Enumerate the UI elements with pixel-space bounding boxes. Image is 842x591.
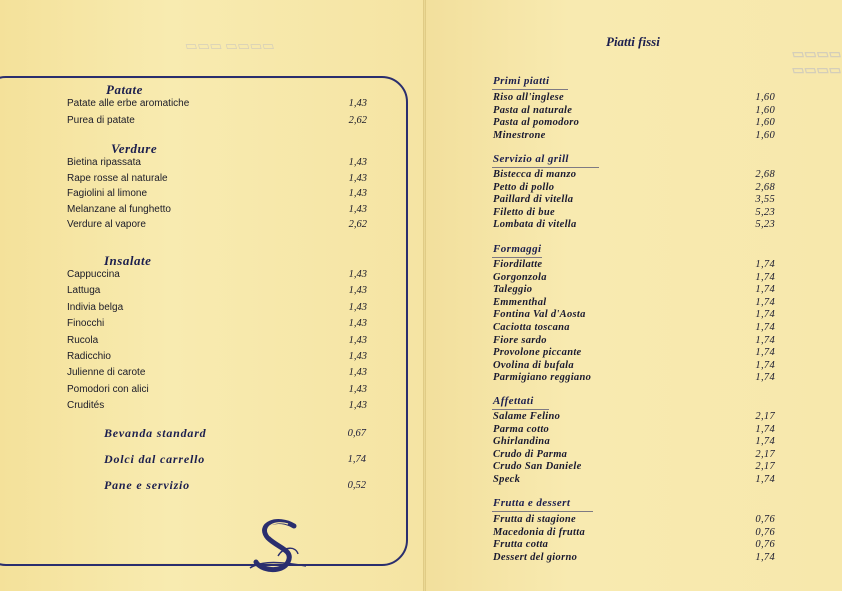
section-heading: Affettati <box>493 395 534 407</box>
menu-item <box>67 285 367 301</box>
menu-item-price: 0,76 <box>755 539 775 551</box>
menu-item-name: Petto di pollo <box>493 181 555 193</box>
menu-item-name: Filetto di bue <box>493 206 555 218</box>
menu-item <box>493 194 775 207</box>
menu-item <box>493 297 775 310</box>
menu-item-price: 5,23 <box>755 219 775 231</box>
menu-item-name: Purea di patate <box>67 114 135 126</box>
menu-item-name: Riso all'inglese <box>493 92 565 103</box>
menu-item-name: Provolone piccante <box>493 347 582 359</box>
menu-item <box>493 284 775 297</box>
menu-item <box>493 130 775 143</box>
menu-item-price: 1,43 <box>348 203 367 215</box>
menu-item <box>493 272 775 285</box>
menu-item-name: Pasta al pomodoro <box>493 117 580 129</box>
menu-item-price: 1,60 <box>755 129 775 141</box>
menu-item-name: Crudités <box>67 400 105 412</box>
menu-item <box>67 204 367 220</box>
section-heading: Formaggi <box>493 243 542 255</box>
menu-item <box>493 474 775 487</box>
menu-item <box>493 461 775 474</box>
menu-item-name: Crudo di Parma <box>493 448 568 460</box>
menu-item <box>67 188 367 204</box>
menu-item <box>67 367 367 383</box>
section-heading: Insalate <box>104 253 152 268</box>
menu-item-name: Salame Felino <box>493 411 561 422</box>
menu-item-price: 1,43 <box>348 367 367 379</box>
menu-item <box>493 360 775 373</box>
menu-item-name: Pasta al naturale <box>493 104 573 116</box>
menu-item-price: 2,17 <box>755 461 775 473</box>
menu-item-price: 2,68 <box>755 169 775 180</box>
menu-item <box>493 552 775 565</box>
menu-item <box>493 527 775 540</box>
menu-item <box>493 182 775 195</box>
menu-item-price: 1,43 <box>348 285 367 297</box>
section-heading: Primi piatti <box>493 75 550 87</box>
menu-item <box>493 322 775 335</box>
menu-item-name: Caciotta toscana <box>493 322 570 333</box>
special-item <box>104 478 366 496</box>
menu-item-name: Lattuga <box>67 285 101 297</box>
menu-item-price: 2,17 <box>755 411 775 422</box>
menu-item-price: 1,43 <box>348 188 367 200</box>
menu-item-name: Emmenthal <box>493 296 547 308</box>
section-heading: Verdure <box>111 141 158 156</box>
special-item-price: 1,74 <box>347 454 366 465</box>
menu-item-name: Finocchi <box>67 318 105 330</box>
menu-item-name: Paillard di vitella <box>493 194 574 206</box>
menu-item <box>493 259 775 272</box>
special-item <box>104 452 366 470</box>
menu-item-name: Parmigiano reggiano <box>493 372 592 384</box>
section-underline <box>492 167 599 168</box>
special-item <box>104 426 366 444</box>
menu-item <box>67 400 367 416</box>
menu-item-name: Julienne di carote <box>67 367 146 379</box>
menu-item-price: 2,68 <box>755 181 775 193</box>
menu-item <box>493 92 775 105</box>
menu-item-price: 1,43 <box>348 269 367 280</box>
menu-item-name: Lombata di vitella <box>493 219 577 231</box>
special-item-name: Dolci dal carrello <box>104 452 206 466</box>
menu-item-name: Taleggio <box>493 284 533 296</box>
section-heading: Servizio al grill <box>493 153 569 165</box>
menu-item <box>493 309 775 322</box>
menu-item <box>493 411 775 424</box>
page-fold <box>423 0 426 591</box>
menu-item-price: 1,60 <box>755 117 775 129</box>
menu-item-name: Fiore sardo <box>493 334 547 346</box>
menu-item-price: 1,60 <box>755 104 775 116</box>
menu-item-name: Minestrone <box>493 129 546 141</box>
menu-item <box>493 207 775 220</box>
menu-item-price: 2,62 <box>348 114 367 126</box>
menu-item-price: 1,74 <box>755 474 775 485</box>
menu-item-name: Bietina ripassata <box>67 157 141 168</box>
menu-item <box>67 98 367 114</box>
menu-item-price: 2,17 <box>755 448 775 460</box>
menu-item-price: 5,23 <box>755 206 775 218</box>
menu-item-price: 1,74 <box>755 334 775 346</box>
menu-item <box>67 219 367 235</box>
menu-item-price: 1,43 <box>348 400 367 412</box>
menu-item <box>493 514 775 527</box>
menu-item-price: 1,74 <box>755 309 775 321</box>
menu-item-price: 2,62 <box>348 219 367 231</box>
menu-item <box>493 169 775 182</box>
menu-item-price: 0,76 <box>755 526 775 538</box>
menu-item-price: 1,43 <box>348 98 367 109</box>
menu-item-name: Pomodori con alici <box>67 383 149 395</box>
menu-item <box>493 335 775 348</box>
menu-item-price: 3,55 <box>755 194 775 206</box>
menu-item-price: 1,74 <box>755 359 775 371</box>
menu-item-price: 1,43 <box>348 351 367 362</box>
menu-item-name: Patate alle erbe aromatiche <box>67 98 190 109</box>
section-heading: Frutta e dessert <box>493 497 571 509</box>
menu-item <box>67 115 367 131</box>
menu-item <box>67 173 367 189</box>
menu-item <box>67 318 367 334</box>
menu-item-price: 1,43 <box>348 172 367 184</box>
special-item-name: Pane e servizio <box>104 478 190 492</box>
menu-item-price: 1,43 <box>348 157 367 168</box>
menu-item-price: 1,74 <box>755 296 775 308</box>
menu-item-name: Ovolina di bufala <box>493 359 574 371</box>
menu-item-price: 1,74 <box>755 284 775 296</box>
menu-item-name: Fiordilatte <box>493 259 543 270</box>
special-item-price: 0,52 <box>347 480 366 491</box>
bleed-through-decoration: ▭▭▭▭ ▭▭▭ <box>186 38 276 53</box>
menu-item <box>67 351 367 367</box>
menu-item-name: Verdure al vapore <box>67 219 146 231</box>
menu-item-name: Frutta cotta <box>493 539 549 551</box>
section-heading: Patate <box>106 82 143 97</box>
menu-item <box>493 539 775 552</box>
menu-item-name: Cappuccina <box>67 269 120 280</box>
menu-item-price: 1,74 <box>755 271 775 283</box>
menu-item-name: Bistecca di manzo <box>493 169 577 180</box>
menu-item-price: 1,43 <box>348 334 367 346</box>
section-underline <box>492 89 568 90</box>
special-item-name: Bevanda standard <box>104 426 207 440</box>
menu-item-price: 1,74 <box>755 372 775 384</box>
menu-item-name: Frutta di stagione <box>493 514 577 525</box>
menu-item-name: Fagiolini al limone <box>67 188 148 200</box>
menu-item-price: 1,43 <box>348 318 367 330</box>
menu-item-name: Parma cotto <box>493 423 550 435</box>
menu-item-name: Fontina Val d'Aosta <box>493 309 586 321</box>
menu-item-name: Indivia belga <box>67 301 124 313</box>
menu-item-name: Melanzane al funghetto <box>67 203 171 215</box>
section-underline <box>492 257 542 258</box>
menu-item <box>493 436 775 449</box>
menu-item-name: Macedonia di frutta <box>493 526 586 538</box>
menu-item-price: 1,74 <box>755 259 775 270</box>
section-underline <box>492 511 593 512</box>
menu-item <box>493 117 775 130</box>
menu-item <box>493 105 775 118</box>
monogram-s-logo <box>248 516 308 576</box>
menu-item <box>67 302 367 318</box>
menu-item-name: Rape rosse al naturale <box>67 172 168 184</box>
menu-item-price: 1,74 <box>755 423 775 435</box>
special-item-price: 0,67 <box>347 428 366 439</box>
menu-item <box>493 219 775 232</box>
menu-item <box>67 335 367 351</box>
menu-item <box>67 384 367 400</box>
menu-item-name: Ghirlandina <box>493 436 550 448</box>
menu-item-price: 1,74 <box>755 322 775 333</box>
page-title: Piatti fissi <box>606 34 660 49</box>
menu-item-price: 1,60 <box>755 92 775 103</box>
menu-item <box>67 157 367 173</box>
menu-item <box>493 424 775 437</box>
menu-item-price: 1,43 <box>348 383 367 395</box>
menu-item <box>67 269 367 285</box>
menu-item-name: Rucola <box>67 334 99 346</box>
menu-item-price: 0,76 <box>755 514 775 525</box>
menu-item-price: 1,43 <box>348 301 367 313</box>
menu-item <box>493 372 775 385</box>
menu-item-name: Dessert del giorno <box>493 551 578 563</box>
section-underline <box>492 409 549 410</box>
menu-item <box>493 347 775 360</box>
menu-item-price: 1,74 <box>755 551 775 563</box>
menu-item-name: Crudo San Daniele <box>493 461 582 473</box>
bleed-through-decoration: ▭▭▭▭ ▭▭▭▭ <box>792 46 842 77</box>
menu-item-name: Radicchio <box>67 351 111 362</box>
menu-item-name: Speck <box>493 474 521 485</box>
menu-item-price: 1,74 <box>755 436 775 448</box>
menu-item-price: 1,74 <box>755 347 775 359</box>
menu-item-name: Gorgonzola <box>493 271 547 283</box>
menu-item <box>493 449 775 462</box>
